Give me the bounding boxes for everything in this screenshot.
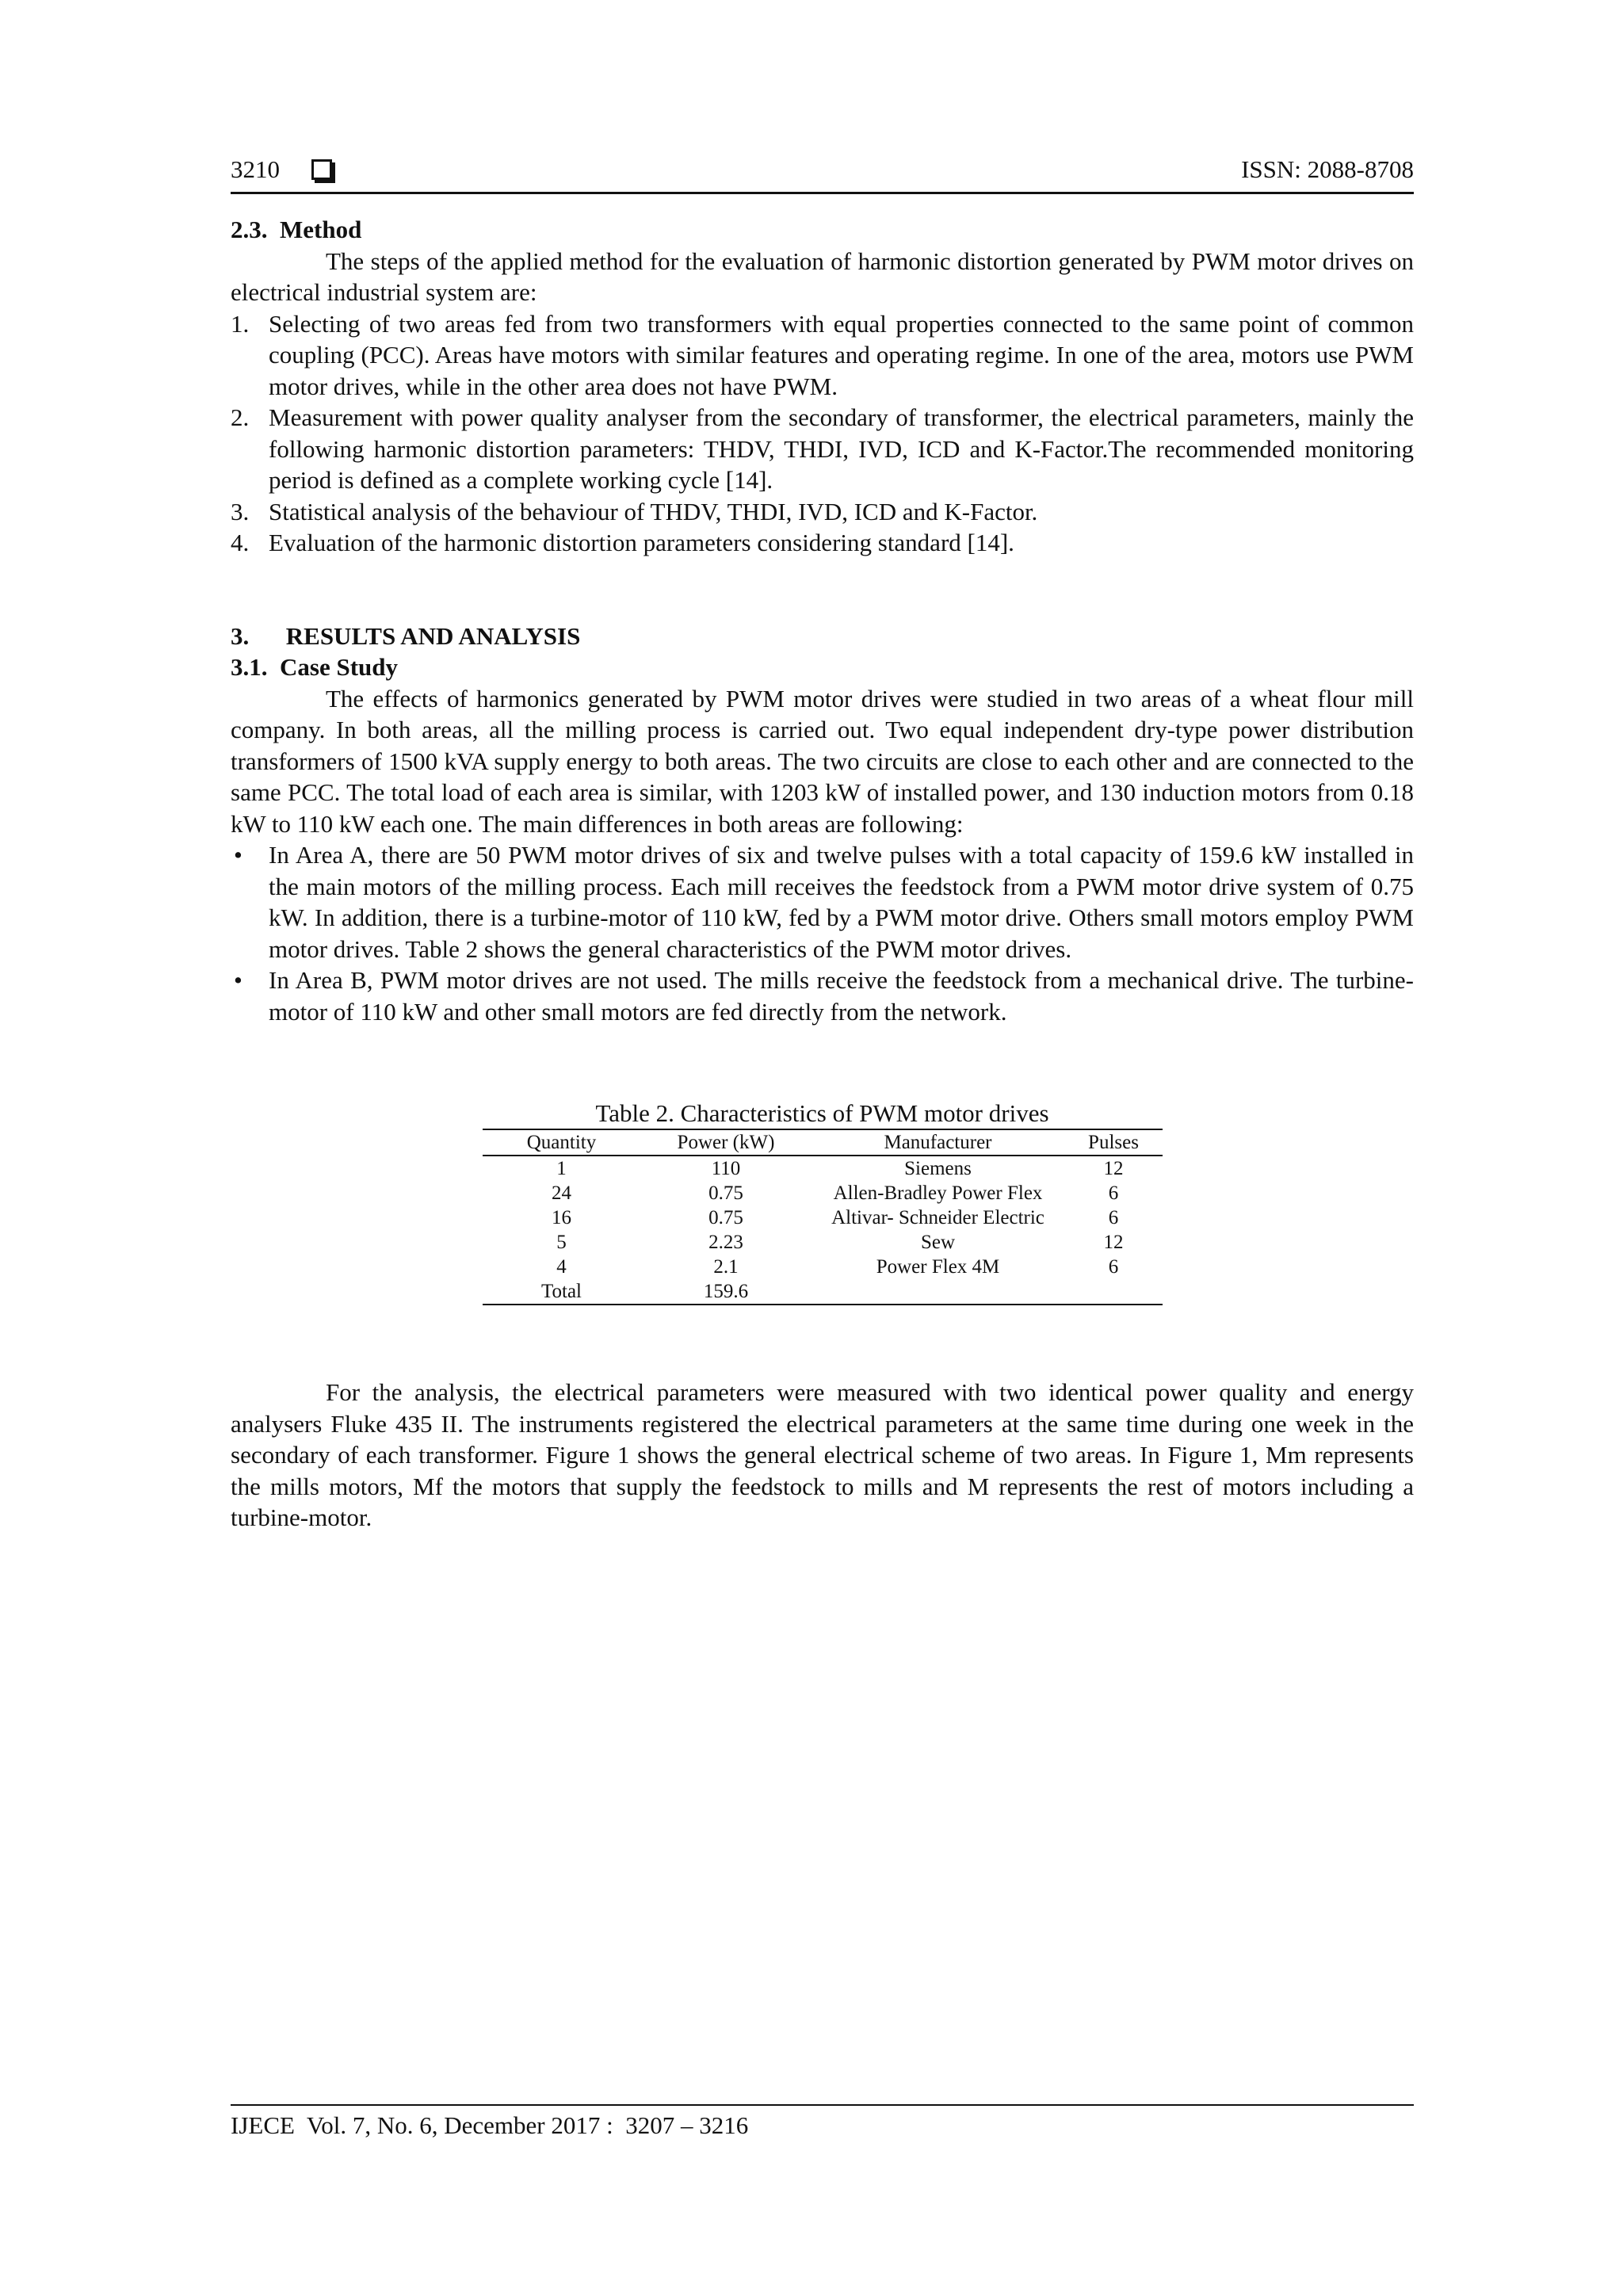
page-body (231, 214, 1414, 1534)
analysis-paragraph: For the analysis, the electrical parameters were measured with two identical power quality and energy analysers Fluke 435 II. The instruments registered the electrical parameters at the same time during one week in the secondary of each transformer. Figure 1 shows the general electrical scheme of two areas. In Figure 1, Mm represents the mills motors, Mf the motors that supply the feedstock to mills and M represents the rest of motors including a turbine-motor. (231, 1378, 1414, 1531)
table-row: 1 110 Siemens 12 (556, 1158, 1124, 1179)
list-item: 3. Statistical analysis of the behaviour of THDV, THDI, IVD, ICD and K-Factor. (231, 497, 1038, 525)
table-caption: Table 2. Characteristics of PWM motor drives (595, 1099, 1049, 1127)
section-heading-results: 3. RESULTS AND ANALYSIS (231, 621, 581, 650)
page-number: 3210 (231, 155, 280, 183)
page-footer: IJECE Vol. 7, No. 6, December 2017 : 3207 – 3216 (231, 2111, 749, 2139)
table-row: 4 2.1 Power Flex 4M 6 (556, 1256, 1119, 1278)
list-item: • In Area A, there are 50 PWM motor drives of six and twelve pulses with a total capacity of 159.6 kW installed in the main motors of the milling process. Each mill receives the feedstock from a PWM motor drive system of 0.75 kW. In addition, there is a turbine-motor of 110 kW, fed by a PWM motor drive. Others small motors employ PWM motor drives. Table 2 shows the general characteristics of the PWM motor drives. (234, 841, 1414, 963)
case-study-paragraph: The effects of harmonics generated by PWM motor drives were studied in two areas of a wheat flour mill company. In both areas, all the milling process is carried out. Two equal independent dry-type power distribution transformers of 1500 kVA supply energy to both areas. The two circuits are close to each other and are connected to the same PCC. The total load of each area is similar, with 1203 kW of installed power, and 130 induction motors from 0.18 kW to 110 kW each one. The main differences in both areas are following: (231, 684, 1414, 838)
pwm-drives-table (483, 1129, 1163, 1305)
table-row: 24 0.75 Allen-Bradley Power Flex 6 (552, 1182, 1119, 1204)
page-header (231, 155, 1414, 189)
list-item: 2. Measurement with power quality analyser from the secondary of transformer, the electrical parameters, mainly the following harmonic distortion parameters: THDV, THDI, IVD, ICD and K-Factor.The recommended monitoring period is defined as a complete working cycle [14]. (231, 403, 1414, 494)
table-row: Total 159.6 (483, 1279, 1163, 1305)
table-row: 5 2.23 Sew 12 (556, 1232, 1124, 1253)
area-bullets (231, 839, 1414, 1027)
list-item: 4. Evaluation of the harmonic distortion parameters considering standard [14]. (231, 529, 1014, 556)
column-header: Quantity (526, 1132, 597, 1153)
header-rule (231, 192, 1414, 194)
column-header: Manufacturer (884, 1132, 992, 1153)
bullet-icon: • (234, 841, 242, 869)
footer-rule (231, 2104, 1414, 2106)
method-steps (231, 308, 1414, 559)
checkbox-square-icon (311, 159, 332, 180)
table-2 (483, 1098, 1163, 1305)
column-header: Pulses (1088, 1132, 1139, 1153)
issn: ISSN: 2088-8708 (1241, 155, 1414, 183)
list-item: • In Area B, PWM motor drives are not used. The mills receive the feedstock from a mechanical drive. The turbine-motor of 110 kW and other small motors are fed directly from the network. (234, 966, 1414, 1026)
subsection-heading-case-study: 3.1. Case Study (231, 653, 399, 681)
method-intro: The steps of the applied method for the evaluation of harmonic distortion generated by PWM motor drives on electrical industrial system are: (231, 246, 1414, 306)
table-row: 16 0.75 Altivar- Schneider Electric 6 (552, 1207, 1119, 1228)
list-item: 1. Selecting of two areas fed from two transformers with equal properties connected to the same point of common coupling (PCC). Areas have motors with similar features and operating regime. In one of the area, motors use PWM motor drives, while in the other area does not have PWM. (231, 309, 1414, 400)
header-left (231, 155, 332, 184)
section-heading-method: 2.3. Method (231, 216, 362, 243)
column-header: Power (kW) (677, 1132, 775, 1153)
table-header-row (483, 1129, 1163, 1156)
bullet-icon: • (234, 966, 242, 994)
